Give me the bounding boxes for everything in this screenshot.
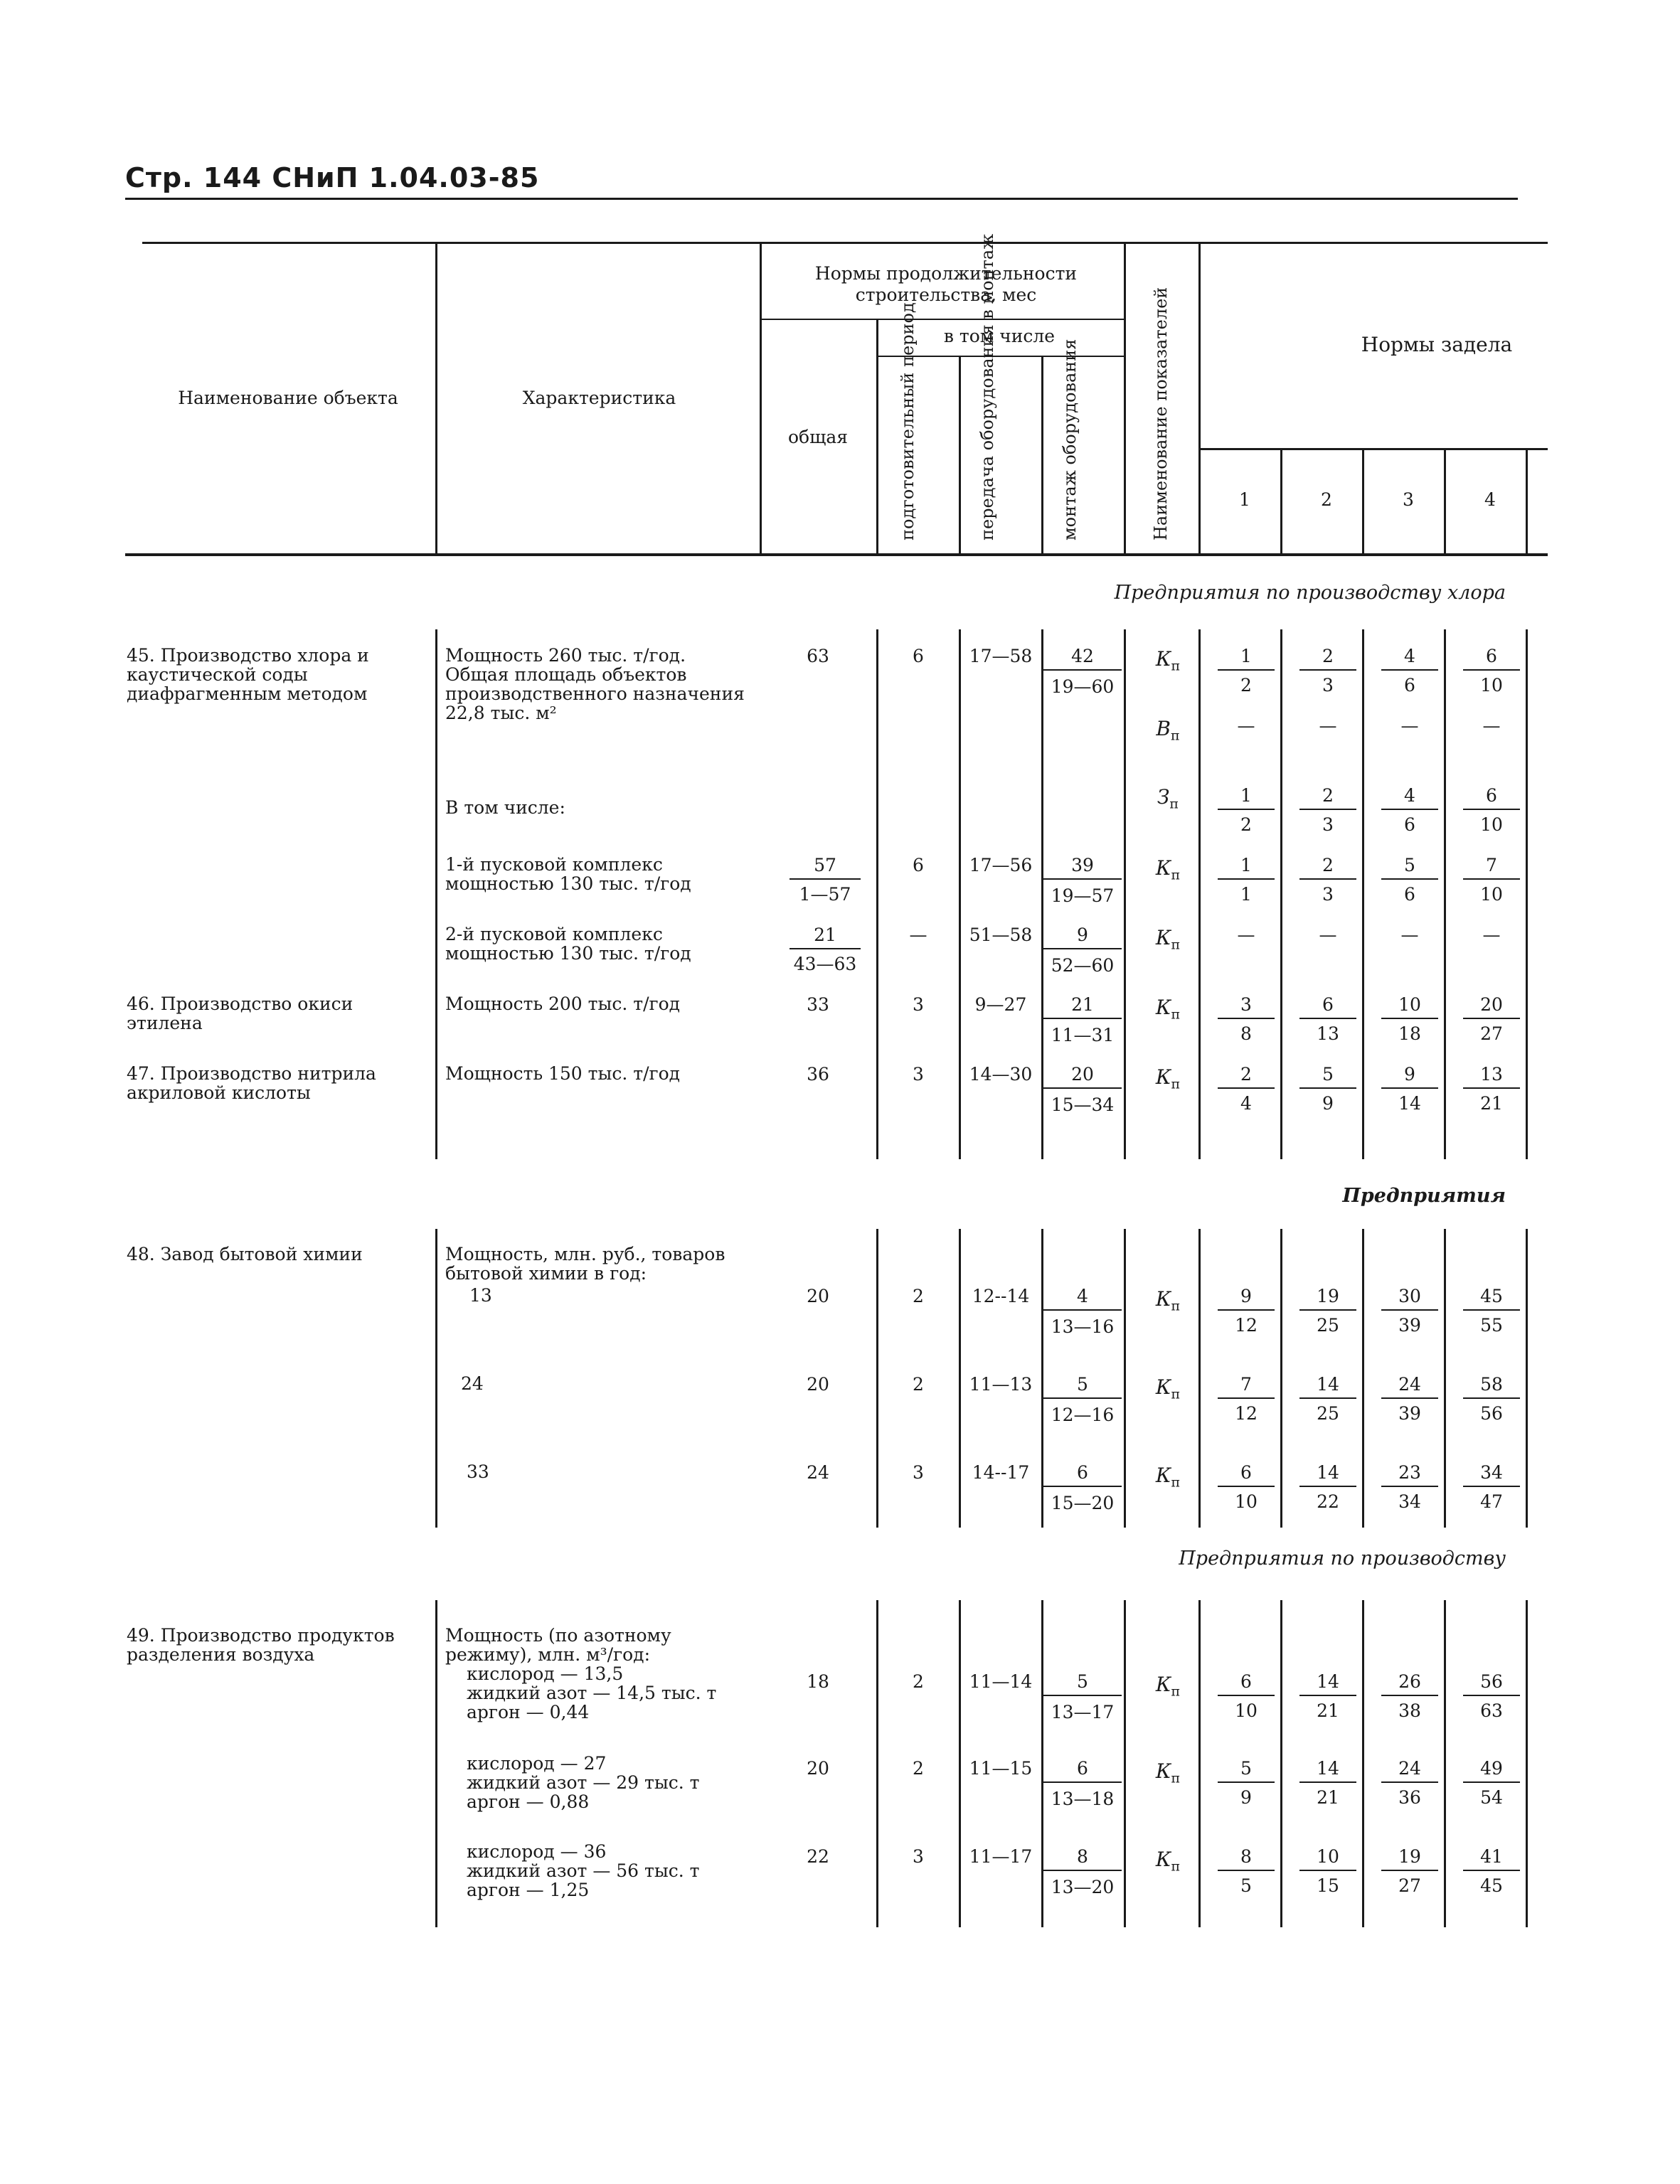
rule-table-top xyxy=(142,242,1548,244)
col-divider xyxy=(876,629,878,1159)
col-prep-header: подготовительный период xyxy=(898,302,918,540)
zadel-1: $\frac{7}{12}$ xyxy=(1218,1374,1275,1424)
row-46-name: 46. Производство окиси этилена xyxy=(127,994,353,1033)
col-divider xyxy=(1444,1600,1446,1927)
row-49c-nitrogen: жидкий азот — 56 тыс. т xyxy=(467,1860,700,1881)
zadel-dash: — xyxy=(1237,715,1255,736)
zadel-3: $\frac{26}{38}$ xyxy=(1381,1671,1438,1721)
col-name-header: Наименование объекта xyxy=(178,388,398,408)
zadel-2: $\frac{19}{25}$ xyxy=(1299,1286,1356,1336)
zadel-3: $\frac{19}{27}$ xyxy=(1381,1846,1438,1896)
col-divider xyxy=(1280,1229,1282,1528)
zadel-1: $\frac{6}{10}$ xyxy=(1218,1671,1275,1721)
indicator-kp: $К_п$ xyxy=(1155,1759,1181,1786)
row-45-sub-label: В том числе: xyxy=(445,797,565,818)
indicator-kp: $К_п$ xyxy=(1155,1375,1181,1402)
indicator-kp: $К_п$ xyxy=(1155,1848,1181,1875)
col-divider xyxy=(1198,243,1201,553)
row-48a-transfer: 12--14 xyxy=(972,1286,1030,1306)
zadel-4: $\frac{45}{55}$ xyxy=(1463,1286,1520,1336)
row-46-transfer: 9—27 xyxy=(974,994,1027,1015)
row-47-name: 47. Производство нитрила акриловой кислоты xyxy=(127,1063,376,1103)
zadel-2: $\frac{5}{9}$ xyxy=(1299,1064,1356,1114)
col-divider xyxy=(876,1600,878,1927)
col-divider xyxy=(1526,1600,1528,1927)
indicator-kp: $К_п$ xyxy=(1155,856,1181,883)
zadel-2: $\frac{14}{25}$ xyxy=(1299,1374,1356,1424)
zadel-2: $\frac{10}{15}$ xyxy=(1299,1846,1356,1896)
indicator-zp: $З_п$ xyxy=(1157,785,1179,812)
col-divider xyxy=(1198,1600,1201,1927)
col-total-header: общая xyxy=(787,427,849,447)
indicator-kp: $К_п$ xyxy=(1155,1464,1181,1491)
row-45-c2-install: 9 52—60 xyxy=(1043,925,1122,976)
zadel-1: $\frac{1}{2}$ xyxy=(1218,646,1275,696)
row-48b-install: 5 12—16 xyxy=(1043,1374,1122,1425)
zadel-3: $\frac{9}{14}$ xyxy=(1381,1064,1438,1114)
row-49a-install: 5 13—17 xyxy=(1043,1671,1122,1722)
zadel-1: $\frac{3}{8}$ xyxy=(1218,994,1275,1044)
row-48b-total: 20 xyxy=(807,1374,829,1395)
zadel-3: $\frac{23}{34}$ xyxy=(1381,1462,1438,1512)
row-47-transfer: 14—30 xyxy=(969,1064,1033,1085)
zadel-dash: — xyxy=(1482,715,1501,736)
row-49b-prep: 2 xyxy=(913,1758,924,1779)
zadel-2: $\frac{14}{22}$ xyxy=(1299,1462,1356,1512)
zadel-3: $\frac{5}{6}$ xyxy=(1381,855,1438,905)
col-indicator-header: Наименование показателей xyxy=(1151,287,1171,540)
zadel-4: $\frac{58}{56}$ xyxy=(1463,1374,1520,1424)
col-char-header: Характеристика xyxy=(522,388,676,408)
col-divider xyxy=(435,1600,437,1927)
row-48c-prep: 3 xyxy=(913,1462,924,1483)
row-48b-prep: 2 xyxy=(913,1374,924,1395)
row-46-char: Мощность 200 тыс. т/год xyxy=(445,994,681,1014)
zadel-2: $\frac{14}{21}$ xyxy=(1299,1671,1356,1721)
col-divider xyxy=(1124,1600,1126,1927)
row-45-complex-1: 1-й пусковой комплекс мощностью 130 тыс. т/год xyxy=(445,854,691,894)
zadel-2: $\frac{14}{21}$ xyxy=(1299,1758,1356,1808)
col-divider xyxy=(1124,243,1126,553)
col-divider xyxy=(1124,1229,1126,1528)
row-48b-transfer: 11—13 xyxy=(969,1374,1033,1395)
row-47-install: 20 15—34 xyxy=(1043,1064,1122,1115)
col-divider xyxy=(876,320,878,553)
row-45-install: 42 19—60 xyxy=(1043,646,1122,697)
col-divider xyxy=(1198,1229,1201,1528)
row-47-prep: 3 xyxy=(913,1064,924,1085)
col-divider xyxy=(1041,356,1043,553)
zadel-4: $\frac{6}{10}$ xyxy=(1463,785,1520,835)
col-divider xyxy=(435,629,437,1159)
row-45-c1-transfer: 17—56 xyxy=(969,855,1033,875)
row-48a-cap: 13 xyxy=(469,1285,492,1306)
col-divider xyxy=(1526,1229,1528,1528)
row-48a-install: 4 13—16 xyxy=(1043,1286,1122,1337)
zadel-4: $\frac{49}{54}$ xyxy=(1463,1758,1520,1808)
row-45-complex-2: 2-й пусковой комплекс мощностью 130 тыс. т/год xyxy=(445,924,691,964)
col-divider xyxy=(1198,629,1201,1159)
col-divider xyxy=(1444,449,1446,553)
col-divider xyxy=(1362,629,1364,1159)
row-49c-prep: 3 xyxy=(913,1846,924,1867)
col-divider xyxy=(959,629,961,1159)
zadel-1: $\frac{9}{12}$ xyxy=(1218,1286,1275,1336)
zadel-1: $\frac{1}{1}$ xyxy=(1218,855,1275,905)
row-46-total: 33 xyxy=(807,994,829,1015)
zadel-1: $\frac{1}{2}$ xyxy=(1218,785,1275,835)
row-49c-total: 22 xyxy=(807,1846,829,1867)
col-divider xyxy=(959,356,961,553)
row-49b-oxygen: кислород — 27 xyxy=(467,1753,607,1774)
row-45-c2-transfer: 51—58 xyxy=(969,925,1033,945)
zadel-2: $\frac{2}{3}$ xyxy=(1299,646,1356,696)
row-49b-argon: аргон — 0,88 xyxy=(467,1791,590,1812)
row-45-c1-install: 39 19—57 xyxy=(1043,855,1122,906)
row-48a-total: 20 xyxy=(807,1286,829,1306)
row-49a-oxygen: кислород — 13,5 xyxy=(467,1663,624,1684)
indicator-kp: $К_п$ xyxy=(1155,647,1181,674)
row-45-name: 45. Производство хлора и каустической соды диафрагменным методом xyxy=(127,645,369,704)
row-45-c2-total: $\frac{21}{43—63}$ xyxy=(790,925,861,974)
indicator-kp: $К_п$ xyxy=(1155,1673,1181,1700)
row-48-name: 48. Завод бытовой химии xyxy=(127,1244,363,1264)
zadel-4: $\frac{34}{47}$ xyxy=(1463,1462,1520,1512)
row-49a-nitrogen: жидкий азот — 14,5 тыс. т xyxy=(467,1683,717,1703)
zadel-1: $\frac{2}{4}$ xyxy=(1218,1064,1275,1114)
zadel-1: $\frac{6}{10}$ xyxy=(1218,1462,1275,1512)
row-49a-argon: аргон — 0,44 xyxy=(467,1702,590,1722)
row-47-total: 36 xyxy=(807,1064,829,1085)
zadel-dash: — xyxy=(1319,925,1337,945)
section-title: Предприятия xyxy=(1342,1185,1506,1207)
row-48c-transfer: 14--17 xyxy=(972,1462,1030,1483)
rule-header-bottom xyxy=(125,553,1548,556)
indicator-kp: $К_п$ xyxy=(1155,1065,1181,1092)
page-header: Стр. 144 СНиП 1.04.03-85 xyxy=(125,162,540,193)
row-45-char: Мощность 260 тыс. т/год. Общая площадь объектов производственного назначения 22,8 тыс. м² xyxy=(445,645,745,723)
rule-duration xyxy=(761,319,1124,320)
col-divider xyxy=(435,243,437,553)
row-49c-argon: аргон — 1,25 xyxy=(467,1880,590,1900)
zadel-col-3: 3 xyxy=(1403,489,1414,510)
zadel-1: $\frac{5}{9}$ xyxy=(1218,1758,1275,1808)
rule-top xyxy=(125,198,1518,200)
zadel-2: $\frac{2}{3}$ xyxy=(1299,855,1356,905)
zadel-3: $\frac{10}{18}$ xyxy=(1381,994,1438,1044)
zadel-dash: — xyxy=(1482,925,1501,945)
zadel-4: $\frac{41}{45}$ xyxy=(1463,1846,1520,1896)
col-divider xyxy=(959,1229,961,1528)
zadel-dash: — xyxy=(1319,715,1337,736)
row-46-install: 21 11—31 xyxy=(1043,994,1122,1045)
row-48b-cap: 24 xyxy=(461,1373,484,1394)
row-45-c2-prep: — xyxy=(909,925,927,945)
col-divider xyxy=(1444,1229,1446,1528)
row-49b-transfer: 11—15 xyxy=(969,1758,1033,1779)
row-48c-total: 24 xyxy=(807,1462,829,1483)
zadel-1: $\frac{8}{5}$ xyxy=(1218,1846,1275,1896)
row-45-prep: 6 xyxy=(913,646,924,666)
row-49b-total: 20 xyxy=(807,1758,829,1779)
col-divider xyxy=(959,1600,961,1927)
row-49b-install: 6 13—18 xyxy=(1043,1758,1122,1809)
zadel-dash: — xyxy=(1400,925,1419,945)
indicator-vp: $В_п$ xyxy=(1156,717,1180,744)
col-divider xyxy=(1362,1229,1364,1528)
zadel-dash: — xyxy=(1237,925,1255,945)
row-49c-install: 8 13—20 xyxy=(1043,1846,1122,1897)
zadel-3: $\frac{30}{39}$ xyxy=(1381,1286,1438,1336)
indicator-kp: $К_п$ xyxy=(1155,996,1181,1023)
zadel-4: $\frac{7}{10}$ xyxy=(1463,855,1520,905)
section-title: Предприятия по производству хлора xyxy=(1114,582,1506,604)
col-divider xyxy=(435,1229,437,1528)
col-incl-header: в том числе xyxy=(943,326,1056,346)
row-48c-cap: 33 xyxy=(467,1461,489,1482)
col-divider xyxy=(1280,629,1282,1159)
zadel-4: $\frac{56}{63}$ xyxy=(1463,1671,1520,1721)
col-duration-header: Нормы продолжительности строительства, мес xyxy=(814,263,1078,305)
zadel-3: $\frac{24}{36}$ xyxy=(1381,1758,1438,1808)
col-divider xyxy=(1362,1600,1364,1927)
col-transfer-header: передача оборудования в монтаж xyxy=(977,233,997,540)
col-divider xyxy=(1444,629,1446,1159)
zadel-col-4: 4 xyxy=(1484,489,1496,510)
row-49a-total: 18 xyxy=(807,1671,829,1692)
zadel-dash: — xyxy=(1400,715,1419,736)
indicator-kp: $К_п$ xyxy=(1155,926,1181,953)
col-divider xyxy=(876,1229,878,1528)
col-zadel-header: Нормы задела xyxy=(1361,333,1513,356)
col-install-header: монтаж оборудования xyxy=(1060,339,1080,540)
zadel-2: $\frac{2}{3}$ xyxy=(1299,785,1356,835)
row-49-char: Мощность (по азотному режиму), млн. м³/год: xyxy=(445,1625,671,1665)
col-divider xyxy=(1526,629,1528,1159)
row-49a-transfer: 11—14 xyxy=(969,1671,1033,1692)
row-45-total: 63 xyxy=(807,646,829,666)
row-47-char: Мощность 150 тыс. т/год xyxy=(445,1063,681,1084)
row-49c-oxygen: кислород — 36 xyxy=(467,1841,607,1862)
section-title: Предприятия по производству xyxy=(1179,1548,1506,1570)
row-48a-prep: 2 xyxy=(913,1286,924,1306)
zadel-3: $\frac{4}{6}$ xyxy=(1381,646,1438,696)
rule-zadel xyxy=(1198,448,1548,450)
row-45-c1-total: $\frac{57}{1—57}$ xyxy=(790,855,861,905)
row-46-prep: 3 xyxy=(913,994,924,1015)
row-49a-prep: 2 xyxy=(913,1671,924,1692)
col-divider xyxy=(1362,449,1364,553)
zadel-4: $\frac{20}{27}$ xyxy=(1463,994,1520,1044)
col-divider xyxy=(1526,449,1528,553)
indicator-kp: $К_п$ xyxy=(1155,1287,1181,1314)
row-48c-install: 6 15—20 xyxy=(1043,1462,1122,1513)
row-45-c1-prep: 6 xyxy=(913,855,924,875)
row-48-char: Мощность, млн. руб., товаров бытовой химии в год: xyxy=(445,1244,725,1284)
zadel-3: $\frac{4}{6}$ xyxy=(1381,785,1438,835)
zadel-4: $\frac{6}{10}$ xyxy=(1463,646,1520,696)
row-49-name: 49. Производство продуктов разделения воздуха xyxy=(127,1625,395,1665)
row-45-transfer: 17—58 xyxy=(969,646,1033,666)
zadel-col-2: 2 xyxy=(1321,489,1332,510)
zadel-2: $\frac{6}{13}$ xyxy=(1299,994,1356,1044)
col-divider xyxy=(1124,629,1126,1159)
col-divider xyxy=(760,243,762,553)
zadel-4: $\frac{13}{21}$ xyxy=(1463,1064,1520,1114)
zadel-3: $\frac{24}{39}$ xyxy=(1381,1374,1438,1424)
zadel-col-1: 1 xyxy=(1239,489,1250,510)
col-divider xyxy=(1280,449,1282,553)
col-divider xyxy=(1280,1600,1282,1927)
row-49b-nitrogen: жидкий азот — 29 тыс. т xyxy=(467,1772,700,1793)
row-49c-transfer: 11—17 xyxy=(969,1846,1033,1867)
